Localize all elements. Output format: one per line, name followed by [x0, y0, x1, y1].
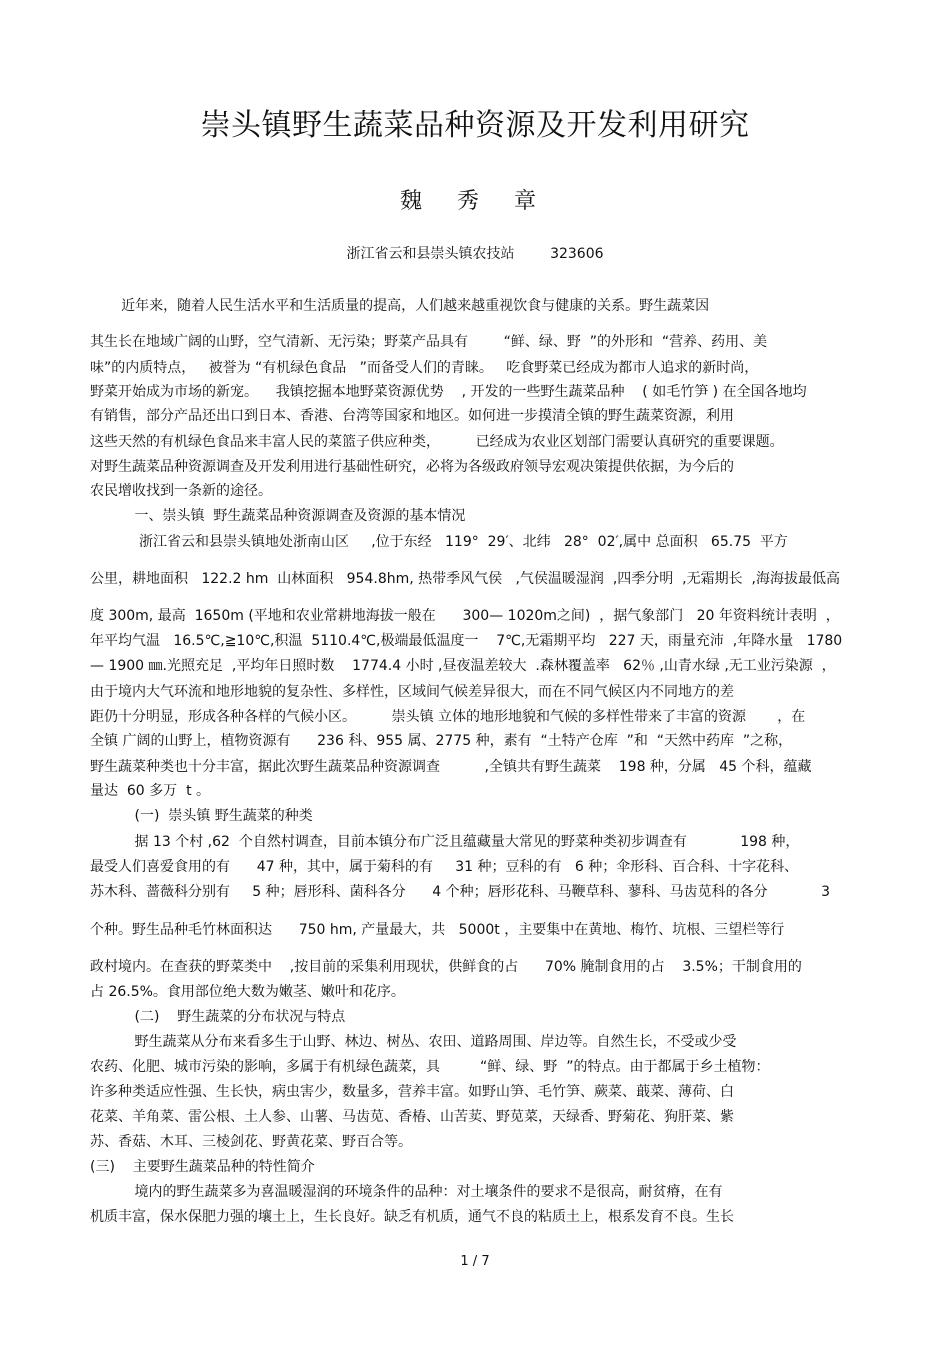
body-line: 距仍十分明显，形成各种各样的气候小区。 崇头镇 立体的地形地貌和气候的多样性带来了丰富的资源 ，在: [90, 709, 806, 725]
body-line: 野生蔬菜从分布来看多生于山野、林边、树丛、农田、道路周围、岸边等。自然生长，不受或少受: [90, 1034, 737, 1050]
body-line: 量达 60 多万 t 。: [90, 783, 211, 799]
subsection-heading: (二) 野生蔬菜的分布状况与特点: [90, 1009, 346, 1025]
body-line: 个种。野生品种毛竹林面积达 750 hm, 产量最大，共 5000t ，主要集中在黄地、梅竹、坑根、三望栏等行: [90, 922, 785, 938]
body-line: 占 26.5%。食用部位绝大数为嫩茎、嫩叶和花序。: [90, 984, 405, 1000]
body-line: 许多种类适应性强、生长快，病虫害少，数量多，营养丰富。如野山笋、毛竹笋、蕨菜、蕺菜、薄荷、白: [90, 1084, 734, 1100]
section-heading: 一、崇头镇 野生蔬菜品种资源调查及资源的基本情况: [90, 508, 466, 524]
body-line: — 1900 ㎜.光照充足 ,平均年日照时数 1774.4 小时 ,昼夜温差较大 .森林覆盖率 62％ ,山青水绿 ,无工业污染源 ，: [90, 658, 836, 674]
body-line: 机质丰富，保水保肥力强的壤土上，生长良好。缺乏有机质，通气不良的粘质土上，根系发育不良。生长: [90, 1209, 734, 1225]
subsection-heading: (三) 主要野生蔬菜品种的特性简介: [90, 1159, 315, 1175]
body-line: 农药、化肥、城市污染的影响，多属于有机绿色蔬菜，具 “鲜、绿、野 ”的特点。由于都属于乡土植物：: [90, 1059, 770, 1075]
body-line: 全镇 广阔的山野上，植物资源有 236 科、955 属、2775 种，素有 “土特产仓库 ”和 “天然中药库 ”之称，: [90, 733, 793, 749]
body-line: 野生蔬菜种类也十分丰富，据此次野生蔬菜品种资源调查 ,全镇共有野生蔬菜 198 种，分属 45 个科，蕴藏: [90, 759, 812, 775]
body-line: 其生长在地域广阔的山野，空气清新、无污染；野菜产品具有 “鲜、绿、野 ”的外形和 “营养、药用、美: [90, 334, 768, 350]
subsection-heading: (一) 崇头镇 野生蔬菜的种类: [90, 808, 313, 824]
body-line: 度 300m, 最高 1650m (平地和农业常耕地海拔一般在 300— 1020m之间) ，据气象部门 20 年资料统计表明 ，: [90, 608, 840, 624]
page-number: 1 / 7: [460, 1254, 490, 1269]
body-line: 对野生蔬菜品种资源调查及开发利用进行基础性研究，必将为各级政府领导宏观决策提供依据，为今后的: [90, 459, 734, 475]
body-line: 据 13 个村 ,62 个自然村调查，目前本镇分布广泛且蕴藏量大常见的野菜种类初步调查有 198 种，: [90, 834, 800, 850]
body-line: 农民增收找到一条新的途径。: [90, 483, 272, 499]
body-line: 苏、香菇、木耳、三棱剑花、野黄花菜、野百合等。: [90, 1134, 412, 1150]
body-line: 年平均气温 16.5℃,≧10℃,积温 5110.4℃,极端最低温度一 7℃,无霜期平均 227 天，雨量充沛 ,年降水量 1780: [90, 633, 843, 649]
author-affiliation: 浙江省云和县崇头镇农技站 323606: [346, 246, 604, 262]
body-line: 政村境内。在查获的野菜类中 ,按目前的采集利用现状，供鲜食的占 70% 腌制食用的占 3.5%；干制食用的: [90, 959, 802, 975]
author-name: 魏 秀 章: [400, 189, 550, 214]
body-line: 野菜开始成为市场的新宠。 我镇挖掘本地野菜资源优势 , 开发的一些野生蔬菜品种 ( 如毛竹笋 ) 在全国各地均: [90, 384, 807, 400]
body-line: 境内的野生蔬菜多为喜温暖湿润的环境条件的品种：对土壤条件的要求不是很高，耐贫瘠，在有: [90, 1184, 723, 1200]
body-line: 花菜、羊角菜、雷公根、土人参、山薯、马齿苋、香椿、山苦荬、野苋菜，天绿香、野菊花、狗肝菜、紫: [90, 1109, 734, 1125]
body-line: 味”的内质特点， 被誉为 “有机绿色食品 ”而备受人们的青睐。 吃食野菜已经成为都市人追求的新时尚，: [90, 360, 759, 376]
document-title: 崇头镇野生蔬菜品种资源及开发利用研究: [200, 108, 750, 143]
body-line: 近年来，随着人民生活水平和生活质量的提高，人们越来越重视饮食与健康的关系。野生蔬菜因: [90, 298, 710, 314]
body-line: 这些天然的有机绿色食品来丰富人民的菜篮子供应种类， 已经成为农业区划部门需要认真研究的重要课题。: [90, 434, 784, 450]
body-line: 浙江省云和县崇头镇地处浙南山区 ,位于东经 119° 29′、北纬 28° 02′,属中 总面积 65.75 平方: [90, 534, 788, 550]
body-line: 最受人们喜爱食用的有 47 种，其中，属于菊科的有 31 种；豆科的有 6 种；伞形科、百合科、十字花科、: [90, 859, 799, 875]
body-line: 公里，耕地面积 122.2 hm 山林面积 954.8hm, 热带季风气侯 ,气侯温暖湿润 ,四季分明 ,无霜期长 ,海海拔最低高: [90, 571, 840, 587]
body-line: 苏木科、蔷薇科分别有 5 种；唇形科、菌科各分 4 个种；唇形花科、马鞭草科、蓼科、马齿苋科的各分 3: [90, 884, 830, 900]
body-line: 由于境内大气环流和地形地貌的复杂性、多样性，区域间气候差异很大，而在不同气候区内不同地方的差: [90, 684, 734, 700]
body-line: 有销售，部分产品还出口到日本、香港、台湾等国家和地区。如何进一步摸清全镇的野生蔬菜资源，利用: [90, 408, 734, 424]
